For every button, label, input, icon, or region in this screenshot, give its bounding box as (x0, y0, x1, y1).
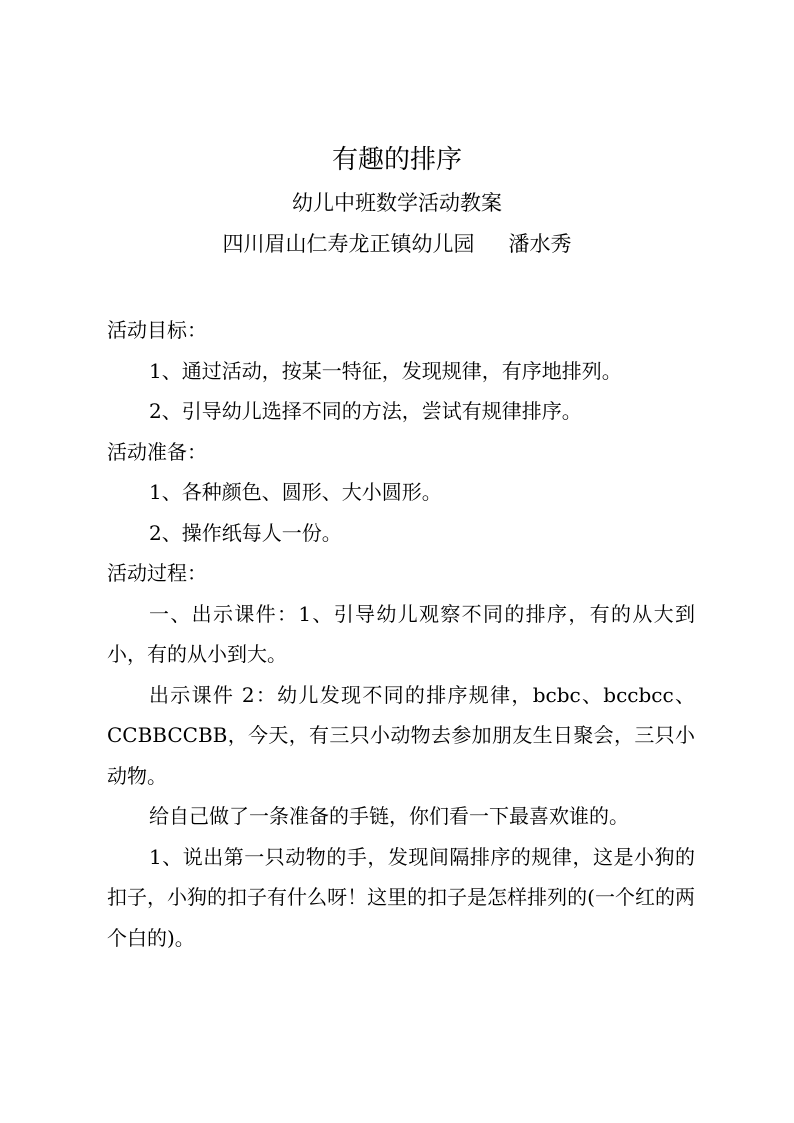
goals-heading: 活动目标： (107, 318, 207, 342)
process-paragraph-3: 给自己做了一条准备的手链，你们看一下最喜欢谁的。 (149, 804, 629, 828)
process-paragraph-1: 一、出示课件：1、引导幼儿观察不同的排序，有的从大到小，有的从小到大。 (107, 601, 695, 666)
document-body (107, 310, 695, 958)
process-heading: 活动过程： (107, 561, 207, 585)
prep-item-2: 2、操作纸每人一份。 (149, 520, 342, 545)
document-subtitle: 幼儿中班数学活动教案 (292, 191, 502, 215)
process-paragraph-4: 1、说出第一只动物的手，发现间隔排序的规律，这是小狗的扣子，小狗的扣子有什么呀！这里的扣子是怎样排列的(一个红的两个白的)。 (107, 844, 695, 950)
goal-item-2: 2、引导幼儿选择不同的方法，尝试有规律排序。 (149, 399, 582, 423)
prep-heading: 活动准备： (107, 439, 207, 464)
author-line (0, 228, 794, 260)
document-title: 有趣的排序 (331, 145, 462, 175)
goal-item-1: 1、通过活动，按某一特征，发现规律，有序地排列。 (149, 358, 622, 383)
process-paragraph-2: 出示课件 2：幼儿发现不同的排序规律，bcbc、bccbcc、CCBBCCBB，今天，有三只小动物去参加朋友生日聚会，三只小动物。 (107, 682, 695, 788)
prep-item-1: 1、各种颜色、圆形、大小圆形。 (149, 480, 442, 504)
school-name: 四川眉山仁寿龙正镇幼儿园 (222, 232, 475, 256)
author-name: 潘水秀 (508, 232, 572, 256)
